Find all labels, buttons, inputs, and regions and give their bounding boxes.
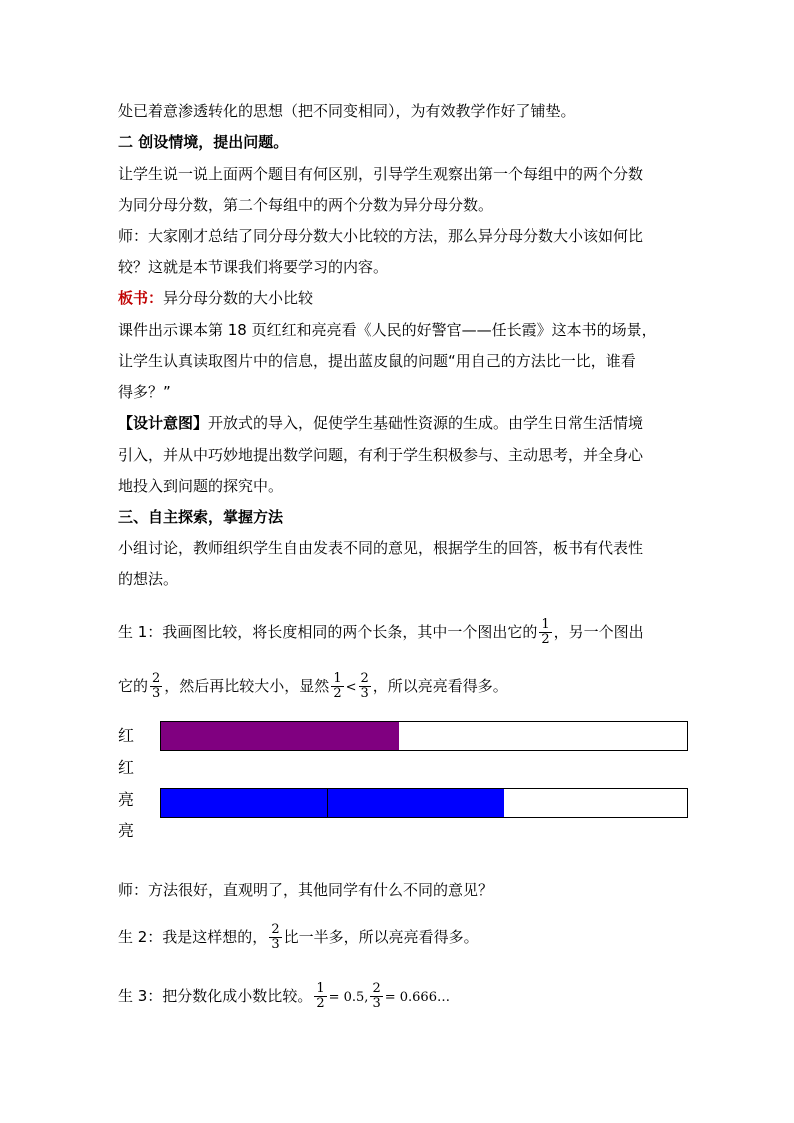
section-heading: 三、自主探索，掌握方法 [118, 508, 284, 526]
paragraph: 为同分母分数，第二个每组中的两个分数为异分母分数。 [118, 196, 494, 214]
bar-fill-liang [161, 789, 504, 817]
paragraph: 地投入到问题的探究中。 [118, 477, 284, 495]
fraction-two-thirds: $\frac{2}{3}$ [271, 922, 280, 952]
bar-divider-liang [327, 789, 328, 817]
paragraph: 引入，并从中巧妙地提出数学问题，有利于学生积极参与、主动思考，并全身心 [118, 446, 644, 464]
board-line [118, 288, 313, 308]
paragraph: 较？这就是本节课我们将要学习的内容。 [118, 258, 389, 276]
bar-hong [160, 721, 688, 751]
section-heading: 二 创设情境，提出问题。 [118, 133, 289, 151]
paragraph: 处已着意渗透转化的思想（把不同变相同），为有效教学作好了铺垫。 [118, 102, 576, 120]
paragraph: 师：方法很好，直观明了，其他同学有什么不同的意见？ [118, 881, 494, 899]
paragraph: 让学生说一说上面两个题目有何区别，引导学生观察出第一个每组中的两个分数 [118, 165, 644, 183]
board-label: 板书： [118, 289, 164, 307]
board-text: 异分母分数的大小比较 [163, 289, 314, 307]
bar-label-hong: 红 [118, 758, 135, 777]
student3-line: 生 3：把分数化成小数比较。 $\frac{1}{2}$ = 0.5, $\frac{2}{3}$ = 0.666… [118, 981, 450, 1011]
paragraph: 的想法。 [118, 570, 179, 588]
fraction-one-half: $\frac{1}{2}$ [541, 617, 550, 647]
design-intent-line: 【设计意图】开放式的导入，促使学生基础性资源的生成。由学生日常生活情境 [118, 414, 644, 432]
bar-label-hong: 红 [118, 726, 135, 745]
equation-part: = 0.5, [328, 990, 369, 1005]
bar-label-liang: 亮 [118, 790, 135, 809]
paragraph: 让学生认真读取图片中的信息，提出蓝皮鼠的问题“用自己的方法比一比，谁看 [118, 352, 636, 370]
design-intent-label: 【设计意图】 [118, 414, 209, 432]
paragraph: 小组讨论，教师组织学生自由发表不同的意见，根据学生的回答，板书有代表性 [118, 539, 644, 557]
fraction-one-half: $\frac{1}{2}$ [333, 671, 342, 701]
student1-line1: 生 1：我画图比较，将长度相同的两个长条，其中一个图出它的 $\frac{1}{2}$ ，另一个图出 [118, 617, 644, 647]
fraction-two-thirds: $\frac{2}{3}$ [360, 671, 369, 701]
fraction-two-thirds: $\frac{2}{3}$ [372, 981, 381, 1011]
paragraph: 得多？” [118, 383, 171, 401]
bar-liang [160, 788, 688, 818]
student2-line: 生 2：我是这样想的， $\frac{2}{3}$ 比一半多，所以亮亮看得多。 [118, 922, 479, 952]
fraction-two-thirds: $\frac{2}{3}$ [152, 671, 161, 701]
bar-fill-hong [161, 722, 399, 750]
paragraph: 课件出示课本第 18 页红红和亮亮看《人民的好警官——任长霞》这本书的场景， [118, 321, 657, 339]
student1-line2: 它的 $\frac{2}{3}$ ，然后再比较大小，显然 $\frac{1}{2}$ < $\frac{2}{3}$ ，所以亮亮看得多。 [118, 671, 508, 701]
paragraph: 师：大家刚才总结了同分母分数大小比较的方法，那么异分母分数大小该如何比 [118, 227, 644, 245]
fraction-one-half: $\frac{1}{2}$ [316, 981, 325, 1011]
less-than-sign: < [345, 680, 357, 695]
bar-label-liang: 亮 [118, 821, 135, 840]
equation-part: = 0.666… [384, 990, 450, 1005]
